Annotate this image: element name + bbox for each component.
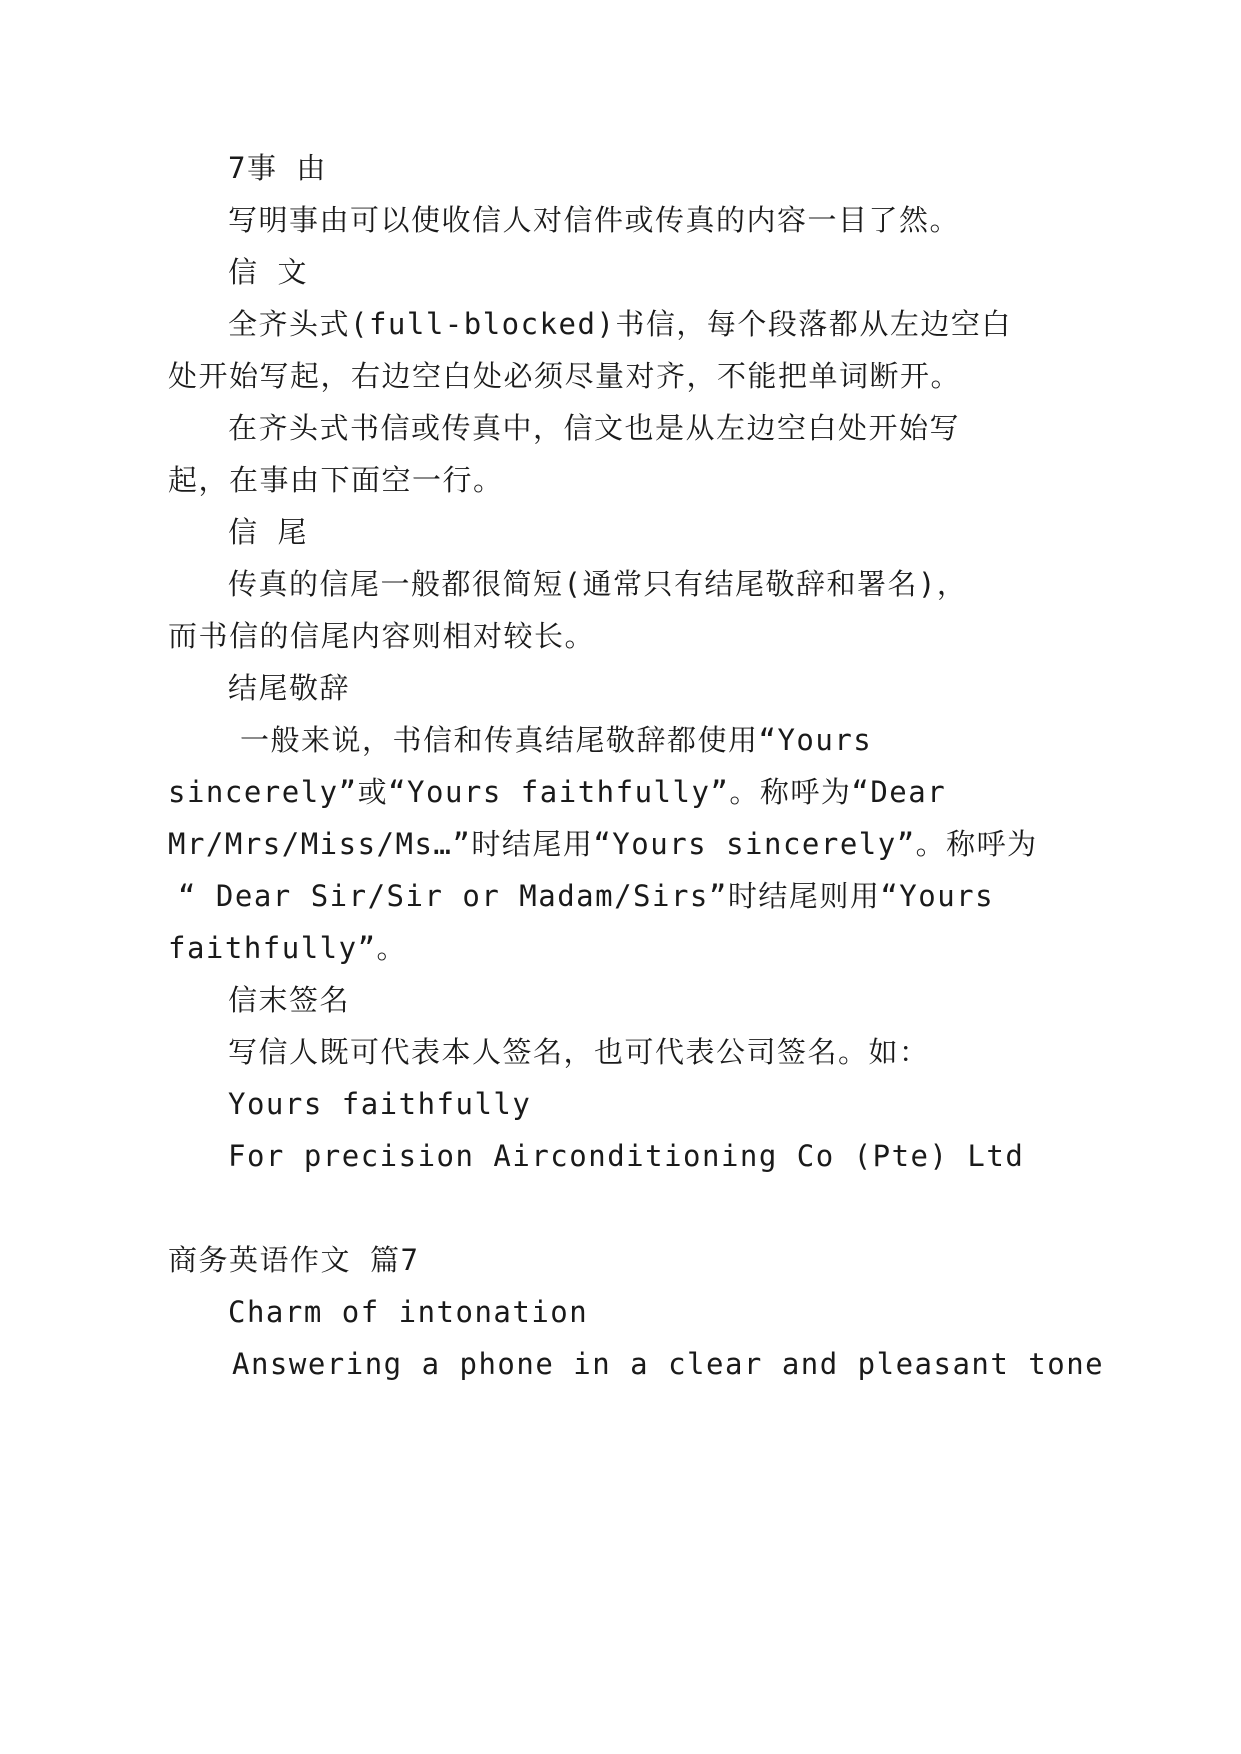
section-heading-complimentary-close: 结尾敬辞: [228, 671, 351, 705]
subheading: Charm of intonation: [228, 1295, 589, 1329]
example-line: For precision Airconditioning Co (Pte) Ltd: [228, 1139, 1025, 1173]
paragraph-line: 而书信的信尾内容则相对较长。: [168, 619, 596, 653]
section-heading-signature: 信末签名: [228, 983, 351, 1017]
paragraph-line: 一般来说，书信和传真结尾敬辞都使用“Yours: [240, 723, 873, 757]
paragraph-line: Mr/Mrs/Miss/Ms…”时结尾用“Yours sincerely”。称呼为: [168, 827, 1038, 861]
paragraph-line: 在齐头式书信或传真中，信文也是从左边空白处开始写: [228, 411, 961, 445]
section-heading-body: 信 文: [228, 255, 308, 289]
paragraph-line: 写明事由可以使收信人对信件或传真的内容一目了然。: [228, 203, 961, 237]
paragraph-line: “ Dear Sir/Sir or Madam/Sirs”时结尾则用“Yours: [178, 879, 995, 913]
paragraph-line: 写信人既可代表本人签名，也可代表公司签名。如：: [228, 1035, 930, 1069]
paragraph-line: sincerely”或“Yours faithfully”。称呼为“Dear: [168, 775, 947, 809]
paragraph-line: 处开始写起，右边空白处必须尽量对齐，不能把单词断开。: [168, 359, 962, 393]
paragraph-line: Answering a phone in a clear and pleasant tone: [232, 1347, 1105, 1381]
paragraph-line: faithfully”。: [168, 931, 408, 965]
article-title: 商务英语作文 篇7: [168, 1243, 420, 1277]
paragraph-line: 起，在事由下面空一行。: [168, 463, 504, 497]
section-heading-closing: 信 尾: [228, 515, 308, 549]
paragraph-line: 全齐头式(full-blocked)书信，每个段落都从左边空白: [228, 307, 1012, 341]
example-line: Yours faithfully: [228, 1087, 532, 1121]
section-heading-subject: 7事 由: [228, 151, 327, 185]
paragraph-line: 传真的信尾一般都很简短(通常只有结尾敬辞和署名)，: [228, 567, 968, 601]
